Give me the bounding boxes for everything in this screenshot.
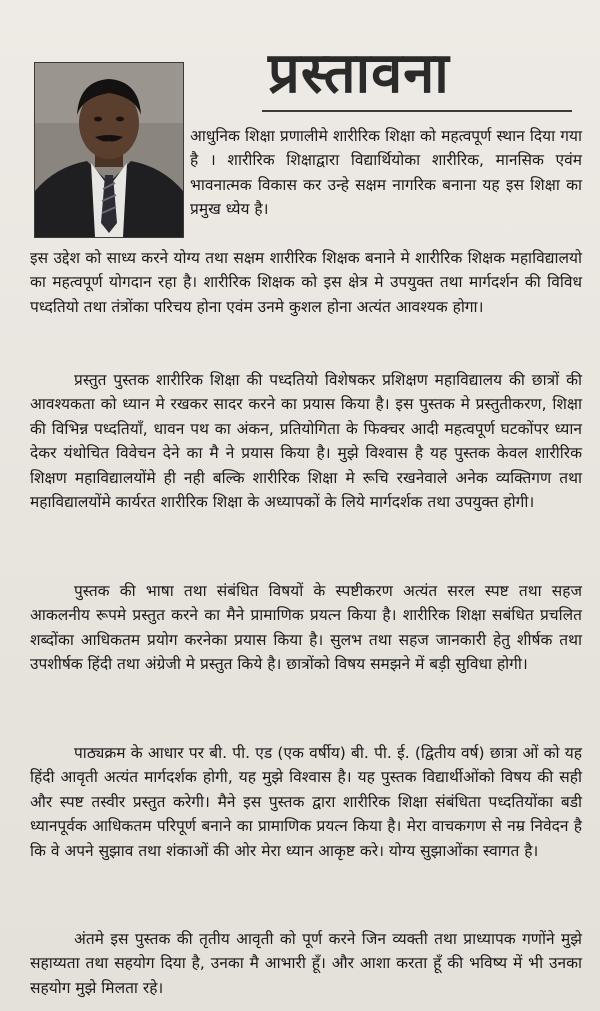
author-photo: [34, 62, 184, 238]
intro-paragraph-first-part: आधुनिक शिक्षा प्रणालीमे शारीरिक शिक्षा को महत्वपूर्ण स्थान दिया गया है । शारीरिक शिक्षाद्वारा विद्यार्थियोका शारीरिक, मानसिक एवंम भावनात्मक विकास कर उन्हे सक्षम नागरिक बनाना यह इस शिक्षा का प्रमुख ध्येय है।: [190, 127, 582, 219]
paragraph-acknowledgement: अंतमे इस पुस्तक की तृतीय आवृती को पूर्ण करने जिन व्यक्ती तथा प्राध्यापक गणोंने मुझे सहाय्यता तथा सहयोग दिया है, उनका मै आभारी हूँ। और आशा करता हूँ की भविष्य में भी उनका सहयोग मुझे मिलता रहे।: [30, 930, 582, 997]
author-portrait-image: [35, 63, 183, 237]
title-underline: [262, 110, 572, 112]
paragraph-curriculum: पाठ्यक्रम के आधार पर बी. पी. एड (एक वर्षीय) बी. पी. ई. (द्वितीय वर्ष) छात्रा ओं को यह हिंदी आवृती अत्यंत मार्गदर्शक होगी, यह मुझे विश्वास है। यह पुस्तक विद्यार्थीओंको विषय की सही और स्पष्ट तस्वीर प्रस्तुत करेगी। मैने इस पुस्तक द्वारा शारीरिक शिक्षा संबंधिता पध्दतियोंका बडी ध्यानपूर्वक आधिकतम परिपूर्ण बनाने का प्रामाणिक प्रयत्न किया है। मेरा वाचकगण से नम्र निवेदन है कि वे अपने सुझाव तथा शंकाओं की ओर मेरा ध्यान आकृष्ट करे। योग्य सुझाओंका स्वागत है।: [30, 744, 582, 860]
paragraph-book-purpose: प्रस्तुत पुस्तक शारीरिक शिक्षा की पध्दतियो विशेषकर प्रशिक्षण महाविद्यालय की छात्रों की आवश्यकता को ध्यान मे रखकर सादर करने का प्रयास किया है। इस पुस्तक मे प्रस्तुतीकरण, शिक्षा की विभिन्न पध्दतियाँ, धावन पथ का अंकन, प्रतियोगिता के फिक्चर आदी महत्वपूर्ण घटकोंपर ध्यान देकर यंथोचित विवेचन देने का मै ने प्रयास किया है। मुझे विश्वास है यह पुस्तक केवल शारीरिक शिक्षण महाविद्यालयोंमे ही नही बल्कि शारीरिक शिक्षा मे रूचि रखनेवाले अनेक व्यक्तिगण तथा महाविद्यालयोंमे कार्यरत शारीरिक शिक्षा के अध्यापकों के लिये मार्गदर्शक तथा उपयुक्त होगी।: [30, 371, 582, 512]
paragraph-language: पुस्तक की भाषा तथा संबंधित विषयों के स्पष्टीकरण अत्यंत सरल स्पष्ट तथा सहज आकलनीय रूपमे प्रस्तुत करने का मैने प्रामाणिक प्रयत्न किया है। शारीरिक शिक्षा सबंधित प्रचलित शब्दोंका आधिकतम प्रयोग करनेका प्रयास किया है। सुलभ तथा सहज जानकारी हेतु शीर्षक तथा उपशीर्षक हिंदी तथा अंग्रेजी मे प्रस्तुत किये है। छात्रोंको विषय समझने में बड़ी सुविधा होगी।: [30, 582, 582, 674]
page-title: प्रस्तावना: [268, 41, 450, 106]
intro-paragraph-second-part: इस उद्देश को साध्य करने योग्य तथा सक्षम शारीरिक शिक्षक बनाने मे शारीरिक शिक्षक महाविद्यालयो का महत्वपूर्ण योगदान रहा है। शारीरिक शिक्षक को इस क्षेत्र मे उपयुक्त तथा मार्गदर्शन की विविध पध्दतियो तथा तंत्रोंका परिचय होना एवंम उनमे कुशल होना अत्यंत आवश्यक होगा।: [30, 249, 582, 316]
